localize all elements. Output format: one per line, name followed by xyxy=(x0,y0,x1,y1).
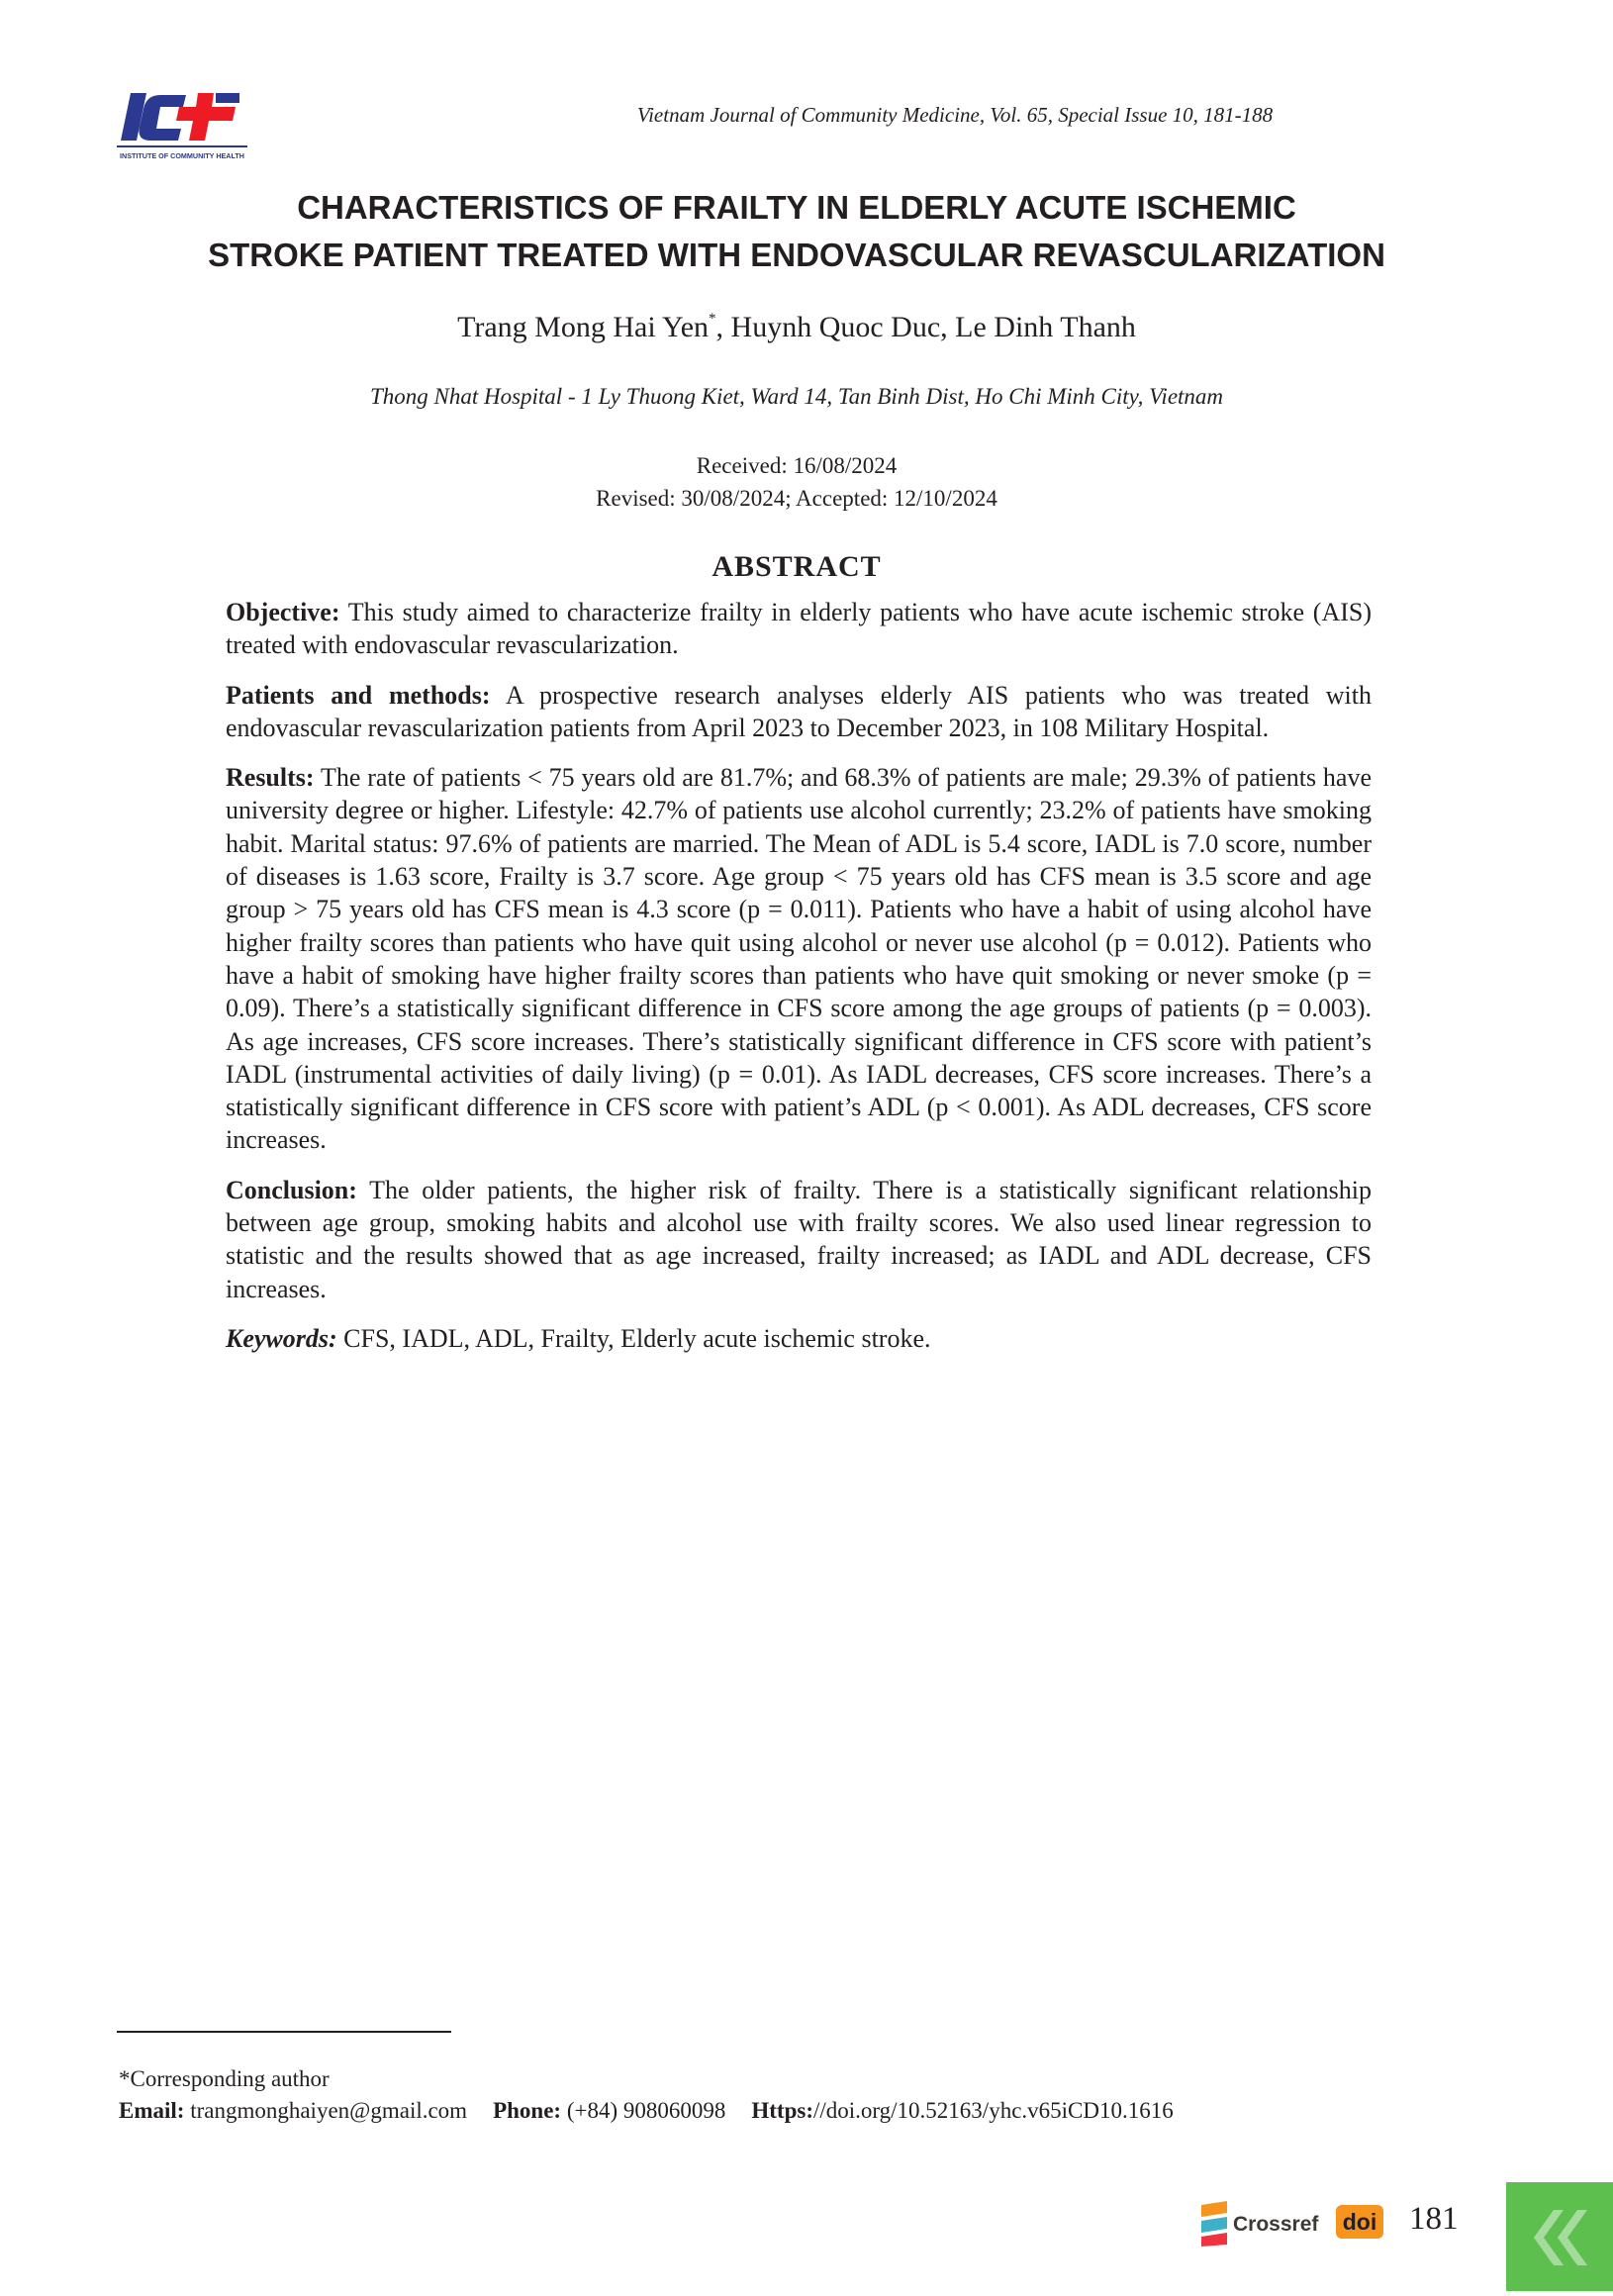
results-label: Results: xyxy=(226,763,315,793)
authors xyxy=(119,311,1474,344)
contact-line xyxy=(119,2098,1174,2124)
conclusion-label: Conclusion: xyxy=(226,1175,357,1204)
crossref-wordmark: Crossref xyxy=(1233,2213,1319,2236)
footnote-divider xyxy=(117,2031,451,2033)
keywords-label: Keywords: xyxy=(226,1323,337,1353)
revised-accepted-dates: Revised: 30/08/2024; Accepted: 12/10/2024 xyxy=(596,486,997,511)
affiliation: Thong Nhat Hospital - 1 Ly Thuong Kiet, Ward 14, Tan Binh Dist, Ho Chi Minh City, Vietnam xyxy=(369,384,1224,409)
doi-link[interactable]: //doi.org/10.52163/yhc.v65iCD10.1616 xyxy=(813,2098,1174,2123)
keywords-paragraph xyxy=(226,1322,1372,1355)
abstract-heading: ABSTRACT xyxy=(712,550,882,583)
page-number: 181 xyxy=(1409,2201,1459,2237)
abstract-body xyxy=(226,596,1372,1372)
doi-mark: doi xyxy=(1342,2209,1377,2235)
objective-text: This study aimed to characterize frailty in elderly patients who have acute ischemic stroke (AIS) treated with endovascular revascularization. xyxy=(226,598,1373,660)
title-line-2: STROKE PATIENT TREATED WITH ENDOVASCULAR REVASCULARIZATION xyxy=(208,237,1385,273)
conclusion-text: The older patients, the higher risk of frailty. There is a statistically significant relationship between age group, smoking habits and alcohol use with frailty scores. We also used linear regression to statistic and the results showed that as age increased, frailty increased; as IADL and ADL decrease, CFS increases. xyxy=(226,1175,1372,1303)
methods-paragraph xyxy=(226,679,1372,745)
double-chevron-left-icon xyxy=(1506,2182,1613,2291)
phone-label: Phone: xyxy=(493,2098,562,2123)
email-label: Email: xyxy=(119,2098,185,2123)
keywords-text: CFS, IADL, ADL, Frailty, Elderly acute ischemic stroke. xyxy=(343,1323,931,1353)
crossref-icon xyxy=(1201,2201,1227,2247)
email-address[interactable]: trangmonghaiyen@gmail.com xyxy=(190,2098,468,2123)
objective-paragraph xyxy=(226,596,1372,662)
journal-logo xyxy=(117,85,247,162)
other-authors: , Huynh Quoc Duc, Le Dinh Thanh xyxy=(715,311,1136,343)
article-title xyxy=(119,184,1474,279)
conclusion-paragraph xyxy=(226,1174,1372,1305)
methods-text: A prospective research analyses elderly AIS patients who was treated with endovascular revascularization patients from April 2023 to December 2023, in 108 Military Hospital. xyxy=(226,680,1372,742)
objective-label: Objective: xyxy=(226,598,340,626)
corresponding-author-note: *Corresponding author xyxy=(119,2066,330,2091)
corresponding-mark: * xyxy=(709,311,716,327)
logo-caption: INSTITUTE OF COMMUNITY HEALTH xyxy=(120,151,244,160)
journal-citation: Vietnam Journal of Community Medicine, Vol. 65, Special Issue 10, 181-188 xyxy=(636,103,1274,127)
methods-label: Patients and methods: xyxy=(226,680,491,710)
crossref-doi-badge xyxy=(1199,2199,1387,2248)
received-date: Received: 16/08/2024 xyxy=(696,453,898,478)
page-corner-tab xyxy=(1506,2182,1613,2291)
title-line-1: CHARACTERISTICS OF FRAILTY IN ELDERLY ACUTE ISCHEMIC xyxy=(297,189,1296,226)
article-dates xyxy=(119,449,1474,515)
author-1: Trang Mong Hai Yen xyxy=(457,311,710,343)
results-paragraph xyxy=(226,761,1372,1157)
doi-label: Https: xyxy=(751,2098,813,2123)
results-text: The rate of patients < 75 years old are 81.7%; and 68.3% of patients are male; 29.3% of patients have university degree or higher. Lifestyle: 42.7% of patients use alcohol currently; 23.2% of patients have smoking habit. Marital status: 97.6% of patients are married. The Mean of ADL is 5.4 score, IADL is 7.0 score, number of diseases is 1.63 score, Frailty is 3.7 score. Age group < 75 years old has CFS mean is 3.5 score and age group > 75 years old has CFS mean is 4.3 score (p = 0.011). Patients who have a habit of using alcohol have higher frailty scores than patients who have quit using alcohol or never use alcohol (p = 0.012). Patients who have a habit of smoking have higher frailty scores than patients who have quit smoking or never smoke (p = 0.09). There’s a statistically significant difference in CFS score among the age groups of patients (p = 0.003). As age increases, CFS score increases. There’s statistically significant difference in CFS score with patient’s IADL (instrumental activities of daily living) (p = 0.01). As IADL decreases, CFS score increases. There’s a statistically significant difference in CFS score with patient’s ADL (p < 0.001). As ADL decreases, CFS score increases. xyxy=(226,763,1373,1155)
phone-number: (+84) 908060098 xyxy=(566,2098,726,2123)
